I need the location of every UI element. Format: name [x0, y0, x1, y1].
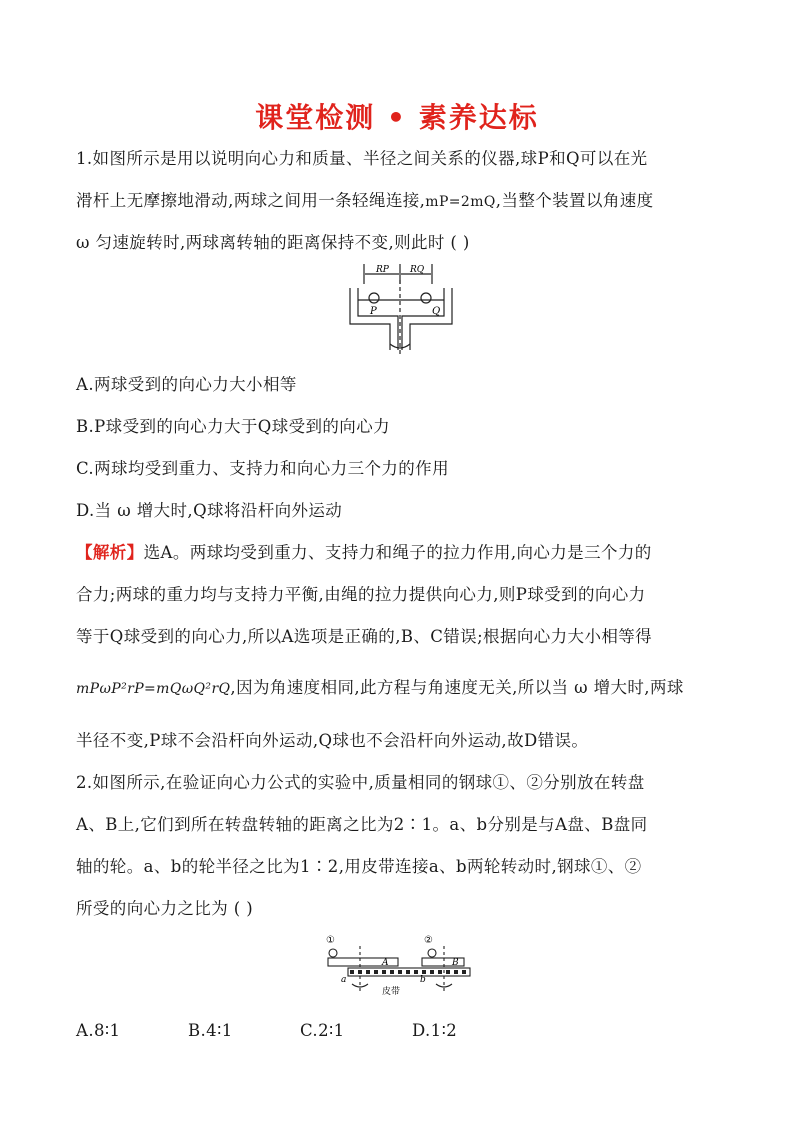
q1-option-d: D.当 ω 增大时,Q球将沿杆向外运动: [76, 501, 343, 520]
q1-line-2-tail: ,当整个装置以角速度: [495, 191, 654, 210]
q1-label-rp: RP: [376, 265, 389, 275]
q2-label-belt: 皮带: [382, 987, 401, 997]
q2-option-d: D.1∶2: [412, 1021, 458, 1040]
q2-line-1: 2.如图所示,在验证向心力公式的实验中,质量相同的钢球①、②分别放在转盘: [76, 773, 645, 792]
q1-option-a: A.两球受到的向心力大小相等: [76, 375, 297, 394]
analysis-tag: 【解析】: [76, 543, 144, 562]
q2-label-a: a: [341, 975, 347, 985]
q2-label-a-disc: A: [382, 958, 389, 968]
q1-analysis-line-5: 半径不变,P球不会沿杆向外运动,Q球也不会沿杆向外运动,故D错误。: [76, 731, 589, 750]
q1-line-2-text: 滑杆上无摩擦地滑动,两球之间用一条轻绳连接,: [76, 191, 426, 210]
q2-label-ball1: ①: [326, 935, 335, 946]
q1-label-p: P: [370, 306, 377, 317]
q2-option-c: C.2∶1: [300, 1021, 345, 1040]
q2-line-2: A、B上,它们到所在转盘转轴的距离之比为2∶1。a、b分别是与A盘、B盘同: [76, 815, 648, 834]
q1-label-q: Q: [432, 306, 441, 317]
q1-analysis-line-2: 合力;两球的重力均与支持力平衡,由绳的拉力提供向心力,则P球受到的向心力: [76, 585, 646, 604]
q1-figure: [340, 262, 455, 354]
q1-line-1: 1.如图所示是用以说明向心力和质量、半径之间关系的仪器,球P和Q可以在光: [76, 149, 648, 168]
q1-analysis-line-3: 等于Q球受到的向心力,所以A选项是正确的,B、C错误;根据向心力大小相等得: [76, 627, 653, 646]
q2-option-b: B.4∶1: [188, 1021, 233, 1040]
q2-figure: [322, 932, 474, 1002]
q1-analysis-line-4: [76, 676, 736, 701]
q1-option-c: C.两球均受到重力、支持力和向心力三个力的作用: [76, 459, 449, 478]
q1-analysis-text-1: 选A。两球均受到重力、支持力和绳子的拉力作用,向心力是三个力的: [143, 543, 652, 562]
q2-label-ball2: ②: [424, 935, 433, 946]
q1-option-b: B.P球受到的向心力大于Q球受到的向心力: [76, 417, 390, 436]
q1-line-2: [76, 189, 736, 214]
q2-line-4: 所受的向心力之比为 ( ): [76, 899, 254, 918]
q1-mass-relation: mP=2mQ: [425, 194, 496, 210]
q1-equation: mPωP²rP=mQωQ²rQ: [76, 681, 231, 697]
q2-options: [76, 1019, 496, 1043]
q1-line-3: ω 匀速旋转时,两球离转轴的距离保持不变,则此时 ( ): [76, 233, 470, 252]
q1-analysis-line-1: [76, 541, 736, 565]
q1-analysis-text-4: ,因为角速度相同,此方程与角速度无关,所以当 ω 增大时,两球: [230, 678, 684, 697]
q2-label-b-disc: B: [452, 958, 459, 968]
q2-line-3: 轴的轮。a、b的轮半径之比为1∶2,用皮带连接a、b两轮转动时,钢球①、②: [76, 857, 642, 876]
q2-option-a: A.8∶1: [76, 1021, 121, 1040]
q2-label-b: b: [420, 975, 426, 985]
q1-label-rq: RQ: [410, 265, 425, 275]
page-title: 课堂检测 • 素养达标: [255, 101, 539, 134]
